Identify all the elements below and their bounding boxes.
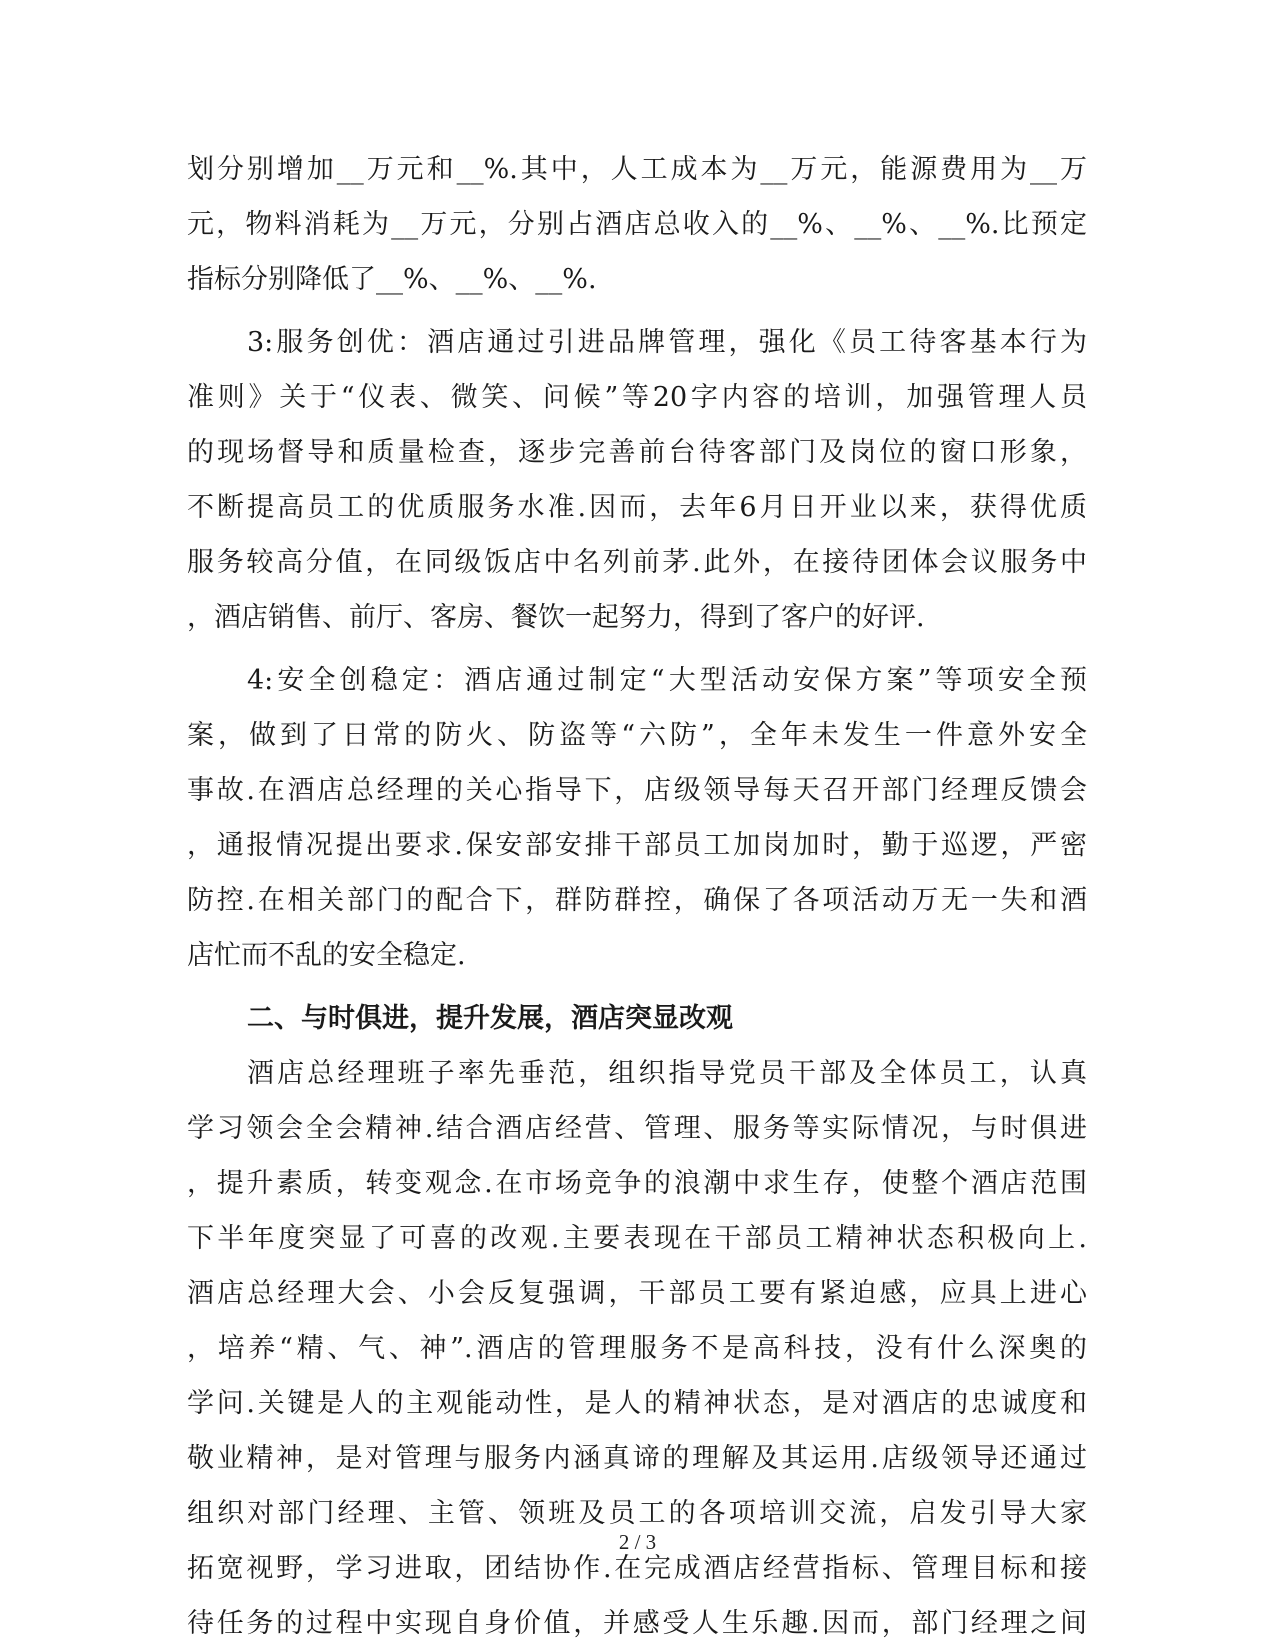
text-line: 准则》关于“仪表、微笑、问候”等20字内容的培训，加强管理人员 [187,382,1087,413]
text-line: 拓宽视野，学习进取，团结协作.在完成酒店经营指标、管理目标和接 [187,1553,1087,1584]
paragraph-spacer [187,307,1087,315]
text-line: 案，做到了日常的防火、防盗等“六防”，全年未发生一件意外安全 [187,720,1087,751]
paragraph-progress-development [187,1046,1087,1651]
text-line: 下半年度突显了可喜的改观.主要表现在干部员工精神状态积极向上. [187,1223,1087,1254]
text-line: 学习领会全会精神.结合酒店经营、管理、服务等实际情况，与时俱进 [187,1113,1087,1144]
document-body [187,142,1087,1651]
text-line: 敬业精神，是对管理与服务内涵真谛的理解及其运用.店级领导还通过 [187,1443,1087,1474]
text-line: ，培养“精、气、神”.酒店的管理服务不是高科技，没有什么深奥的 [187,1333,1087,1364]
paragraph-spacer [187,645,1087,653]
text-line: 事故.在酒店总经理的关心指导下，店级领导每天召开部门经理反馈会 [187,775,1087,806]
text-line: ，提升素质，转变观念.在市场竞争的浪潮中求生存，使整个酒店范围 [187,1168,1087,1199]
text-line: 3:服务创优：酒店通过引进品牌管理，强化《员工待客基本行为 [247,327,1087,358]
paragraph-safety-stability [187,653,1087,983]
text-line: 不断提高员工的优质服务水准.因而，去年6月日开业以来，获得优质 [187,492,1087,523]
text-line: ，酒店销售、前厅、客房、餐饮一起努力，得到了客户的好评. [187,602,925,633]
text-line: 待任务的过程中实现自身价值，并感受人生乐趣.因而，部门经理之间 [187,1608,1087,1639]
text-line: 店忙而不乱的安全稳定. [187,940,466,971]
text-line: 的现场督导和质量检查，逐步完善前台待客部门及岗位的窗口形象， [187,437,1087,468]
section-heading: 二、与时俱进，提升发展，酒店突显改观 [247,1003,733,1034]
text-line: 酒店总经理班子率先垂范，组织指导党员干部及全体员工，认真 [247,1058,1087,1089]
text-line: ，通报情况提出要求.保安部安排干部员工加岗加时，勤于巡逻，严密 [187,830,1087,861]
paragraph-cost-summary [187,142,1087,307]
text-line: 服务较高分值，在同级饭店中名列前茅.此外，在接待团体会议服务中 [187,547,1087,578]
page-number: 2 / 3 [618,1530,657,1554]
text-line: 酒店总经理大会、小会反复强调，干部员工要有紧迫感，应具上进心 [187,1278,1087,1309]
text-line: 4:安全创稳定：酒店通过制定“大型活动安保方案”等项安全预 [247,665,1087,696]
text-line: 划分别增加__万元和__%.其中，人工成本为__万元，能源费用为__万 [187,154,1087,185]
text-line: 学问.关键是人的主观能动性，是人的精神状态，是对酒店的忠诚度和 [187,1388,1087,1419]
text-line: 元，物料消耗为__万元，分别占酒店总收入的__%、__%、__%.比预定 [187,209,1087,240]
text-line: 指标分别降低了__%、__%、__%. [187,264,597,295]
text-line: 防控.在相关部门的配合下，群防群控，确保了各项活动万无一失和酒 [187,885,1087,916]
paragraph-spacer [187,983,1087,991]
paragraph-service-excellence [187,315,1087,645]
text-line: 组织对部门经理、主管、领班及员工的各项培训交流，启发引导大家 [187,1498,1087,1529]
